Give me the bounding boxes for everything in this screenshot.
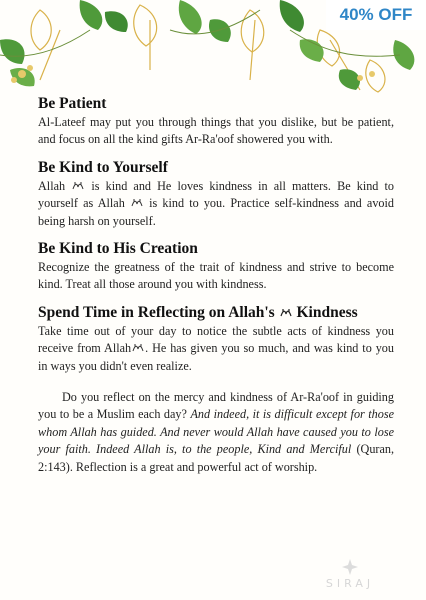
quran-quote: And indeed, it is difficult except for those whom Allah has guided. And never would Allah have caused you to lose your faith. Indeed Allah is, to the people, Kind and Merciful xyxy=(38,407,395,457)
section-spend-time-reflecting xyxy=(38,303,394,375)
heading-text: Kindness xyxy=(296,303,358,321)
body-text: Allah xyxy=(38,178,66,193)
closing-text: Do you reflect on the mercy and kindness of Ar-Ra'oof in guiding you to be a Muslim each day? xyxy=(38,390,394,422)
body-text: . He has given you so much, and was kind to you in ways you didn't even realize. xyxy=(38,341,394,373)
section-be-kind-to-yourself xyxy=(38,158,394,230)
siraj-watermark xyxy=(310,558,390,590)
section-body: Recognize the greatness of the trait of kindness and strive to become kind. Treat all those around you with kindness. xyxy=(38,260,394,292)
honorific-icon xyxy=(72,181,84,191)
page-content xyxy=(38,94,394,476)
section-heading: Be Kind to His Creation xyxy=(38,240,198,258)
body-text: is kind to you. Practice self-kindness and avoid being harsh on yourself. xyxy=(38,196,394,228)
section-heading: Be Kind to Yourself xyxy=(38,158,168,176)
section-be-kind-to-his-creation xyxy=(38,239,394,294)
section-body xyxy=(38,178,394,230)
honorific-icon xyxy=(131,198,143,208)
honorific-icon xyxy=(280,308,292,318)
discount-badge: 40% OFF xyxy=(326,0,426,30)
section-be-patient xyxy=(38,94,394,149)
heading-text: Spend Time in Reflecting on Allah's xyxy=(38,303,275,321)
closing-paragraph xyxy=(38,389,394,476)
body-text: is kind and He loves kindness in all matters. Be kind to yourself as Allah xyxy=(38,178,395,211)
section-body xyxy=(38,323,394,375)
watermark-text: SIRAJ xyxy=(325,577,375,590)
siraj-logo-icon xyxy=(341,558,359,576)
section-body: Al-Lateef may put you through things that you dislike, but be patient, and focus on all the kind gifts Ar-Ra'oof showered you with. xyxy=(38,115,394,147)
closing-text: (Quran, 2:143). Reflection is a great and powerful act of worship. xyxy=(38,442,395,474)
section-heading xyxy=(38,303,394,323)
section-heading: Be Patient xyxy=(38,95,107,112)
body-text: Take time out of your day to notice the subtle acts of kindness you receive from Allah xyxy=(38,323,394,356)
honorific-icon xyxy=(132,343,144,353)
